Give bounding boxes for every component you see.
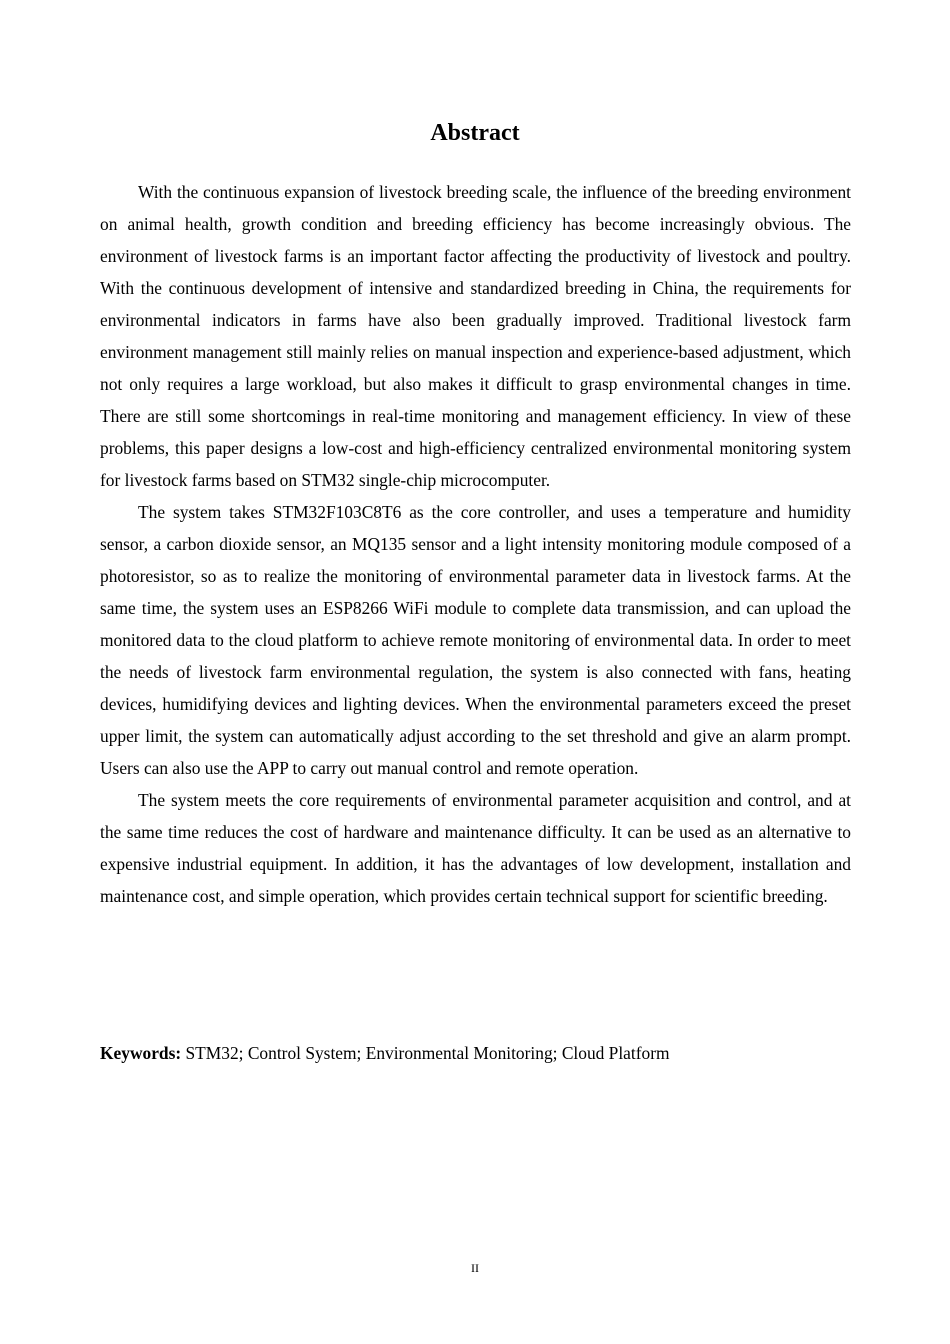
page-number: II [471, 1261, 479, 1275]
abstract-paragraph-2: The system takes STM32F103C8T6 as the core controller, and uses a temperature and humidity sensor, a carbon dioxide sensor, an MQ135 sensor and a light intensity monitoring module composed of a photoresistor, so as to realize the monitoring of environmental parameter data in livestock farms. At the same time, the system uses an ESP8266 WiFi module to complete data transmission, and can upload the monitored data to the cloud platform to achieve remote monitoring of environmental data. In order to meet the needs of livestock farm environmental regulation, the system is also connected with fans, heating devices, humidifying devices and lighting devices. When the environmental parameters exceed the preset upper limit, the system can automatically adjust according to the set threshold and give an alarm prompt. Users can also use the APP to carry out manual control and remote operation. [100, 502, 851, 778]
keywords-line [100, 1037, 851, 1069]
abstract-body [100, 176, 851, 912]
keywords-label: Keywords: [100, 1043, 182, 1063]
keywords-text: STM32; Control System; Environmental Monitoring; Cloud Platform [181, 1043, 670, 1063]
abstract-paragraph-1: With the continuous expansion of livestock breeding scale, the influence of the breeding environment on animal health, growth condition and breeding efficiency has become increasingly obvious. The environment of livestock farms is an important factor affecting the productivity of livestock and poultry. With the continuous development of intensive and standardized breeding in China, the requirements for environmental indicators in farms have also been gradually improved. Traditional livestock farm environment management still mainly relies on manual inspection and experience-based adjustment, which not only requires a large workload, but also makes it difficult to grasp environmental changes in time. There are still some shortcomings in real-time monitoring and management efficiency. In view of these problems, this paper designs a low-cost and high-efficiency centralized environmental monitoring system for livestock farms based on STM32 single-chip microcomputer. [100, 182, 851, 490]
abstract-paragraph-3: The system meets the core requirements of environmental parameter acquisition and control, and at the same time reduces the cost of hardware and maintenance difficulty. It can be used as an alternative to expensive industrial equipment. In addition, it has the advantages of low development, installation and maintenance cost, and simple operation, which provides certain technical support for scientific breeding. [100, 790, 851, 906]
abstract-title: Abstract [430, 120, 520, 146]
